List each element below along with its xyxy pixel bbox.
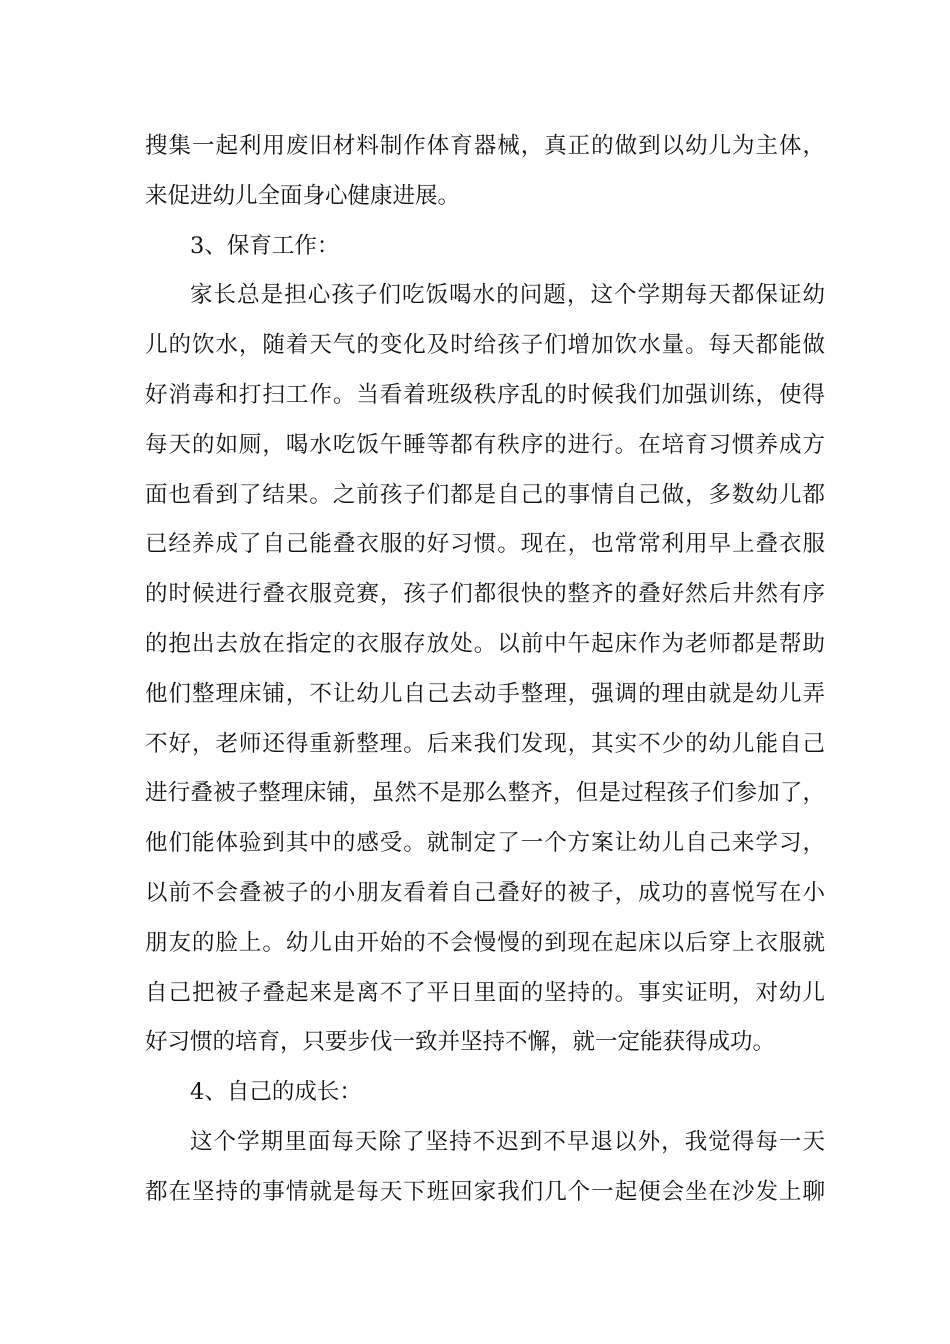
text-line: 他们整理床铺，不让幼儿自己去动手整理，强调的理由就是幼儿弄 <box>145 680 825 707</box>
text-line: 好习惯的培育，只要步伐一致并坚持不懈，就一定能获得成功。 <box>145 1029 776 1056</box>
document-body <box>145 128 825 1224</box>
text-line: 这个学期里面每天除了坚持不迟到不早退以外，我觉得每一天 <box>190 1128 825 1155</box>
text-line: 家长总是担心孩子们吃饭喝水的问题，这个学期每天都保证幼 <box>190 282 825 309</box>
text-line: 搜集一起利用废旧材料制作体育器械，真正的做到以幼儿为主体， <box>145 133 825 159</box>
text-line: 每天的如厕，喝水吃饭午睡等都有秩序的进行。在培育习惯养成方 <box>145 431 825 458</box>
text-line: 已经养成了自己能叠衣服的好习惯。现在，也常常利用早上叠衣服 <box>145 531 825 558</box>
text-line: 以前不会叠被子的小朋友看着自己叠好的被子，成功的喜悦写在小 <box>145 879 825 906</box>
text-line: 的抱出去放在指定的衣服存放处。以前中午起床作为老师都是帮助 <box>145 630 825 657</box>
text-line: 进行叠被子整理床铺，虽然不是那么整齐，但是过程孩子们参加了， <box>145 780 825 807</box>
text-line: 的时候进行叠衣服竞赛，孩子们都很快的整齐的叠好然后井然有序 <box>145 581 825 608</box>
text-line: 来促进幼儿全面身心健康进展。 <box>145 182 461 209</box>
text-line: 朋友的脸上。幼儿由开始的不会慢慢的到现在起床以后穿上衣服就 <box>145 929 825 956</box>
text-line: 不好，老师还得重新整理。后来我们发现，其实不少的幼儿能自己 <box>145 730 825 757</box>
text-line: 自己把被子叠起来是离不了平日里面的坚持的。事实证明，对幼儿 <box>145 979 825 1006</box>
section-heading: 4、自己的成长： <box>190 1079 362 1106</box>
text-line: 他们能体验到其中的感受。就制定了一个方案让幼儿自己来学习， <box>145 830 825 857</box>
text-line: 好消毒和打扫工作。当看着班级秩序乱的时候我们加强训练，使得 <box>145 381 825 408</box>
section-heading: 3、保育工作： <box>190 232 340 259</box>
text-line: 都在坚持的事情就是每天下班回家我们几个一起便会坐在沙发上聊 <box>145 1178 825 1205</box>
text-line: 儿的饮水，随着天气的变化及时给孩子们增加饮水量。每天都能做 <box>145 332 825 359</box>
text-line: 面也看到了结果。之前孩子们都是自己的事情自己做，多数幼儿都 <box>145 481 825 508</box>
